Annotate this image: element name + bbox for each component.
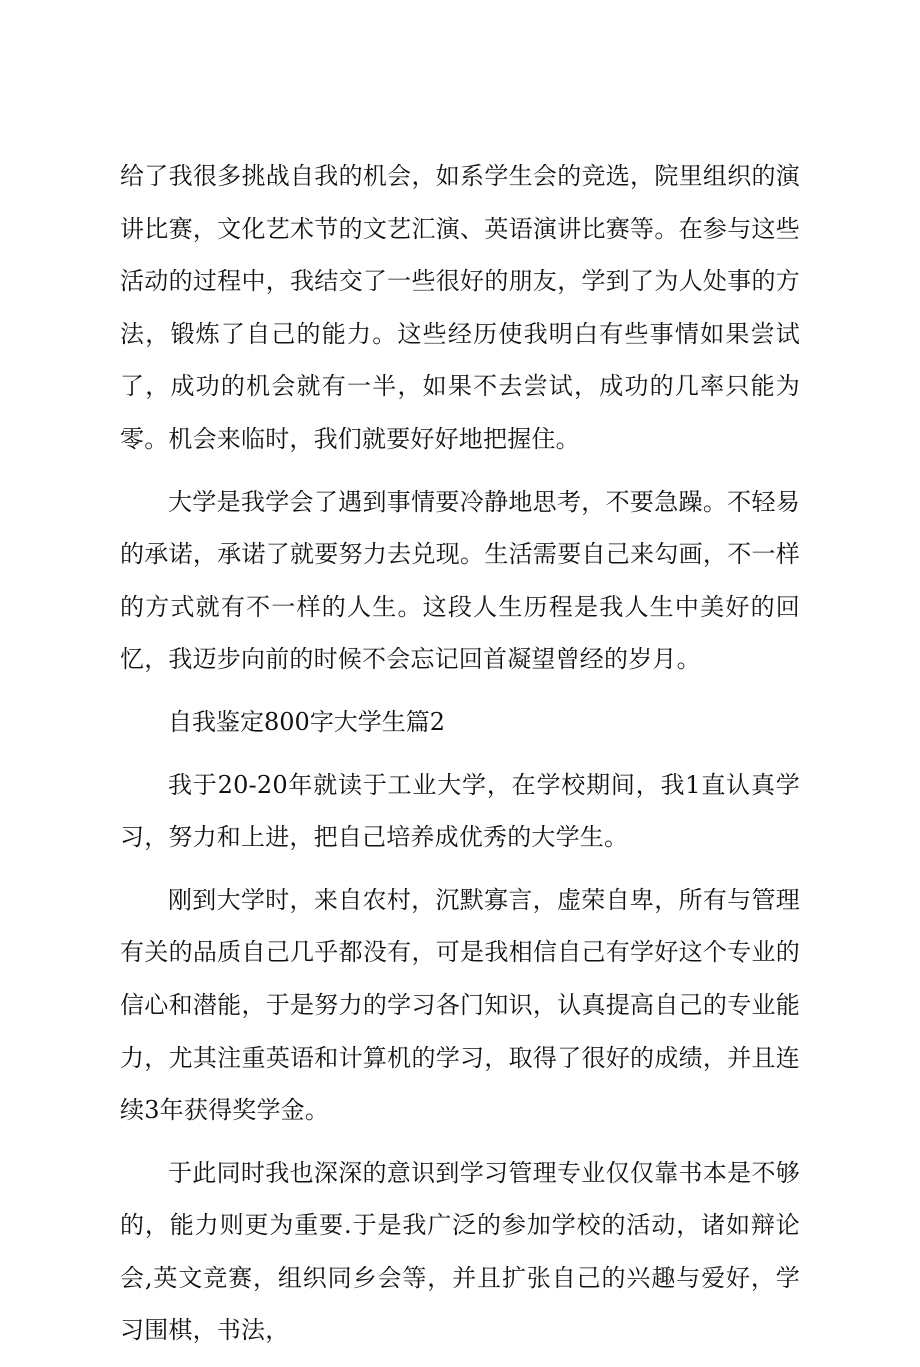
document-page [120, 150, 800, 1367]
section-heading: 自我鉴定800字大学生篇2 [168, 707, 446, 736]
paragraph-1: 给了我很多挑战自我的机会，如系学生会的竞选，院里组织的演讲比赛，文化艺术节的文艺汇演、英语演讲比赛等。在参与这些活动的过程中，我结交了一些很好的朋友，学到了为人处事的方法，锻炼了自己的能力。这些经历使我明白有些事情如果尝试了，成功的机会就有一半，如果不去尝试，成功的几率只能为零。机会来临时，我们就要好好地把握住。 [120, 162, 800, 453]
paragraph-5: 于此同时我也深深的意识到学习管理专业仅仅靠书本是不够的，能力则更为重要.于是我广泛的参加学校的活动，诸如辩论会,英文竞赛，组织同乡会等，并且扩张自己的兴趣与爱好，学习围棋，书法， [120, 1158, 800, 1345]
paragraph-2: 大学是我学会了遇到事情要冷静地思考，不要急躁。不轻易的承诺，承诺了就要努力去兑现。生活需要自己来勾画，不一样的方式就有不一样的人生。这段人生历程是我人生中美好的回忆，我迈步向前的时候不会忘记回首凝望曾经的岁月。 [120, 487, 800, 674]
paragraph-4: 刚到大学时，来自农村，沉默寡言，虚荣自卑，所有与管理有关的品质自己几乎都没有，可是我相信自己有学好这个专业的信心和潜能，于是努力的学习各门知识，认真提高自己的专业能力，尤其注重英语和计算机的学习，取得了很好的成绩，并且连续3年获得奖学金。 [120, 885, 800, 1125]
paragraph-3: 我于20-20年就读于工业大学，在学校期间，我1直认真学习，努力和上进，把自己培养成优秀的大学生。 [120, 770, 800, 852]
